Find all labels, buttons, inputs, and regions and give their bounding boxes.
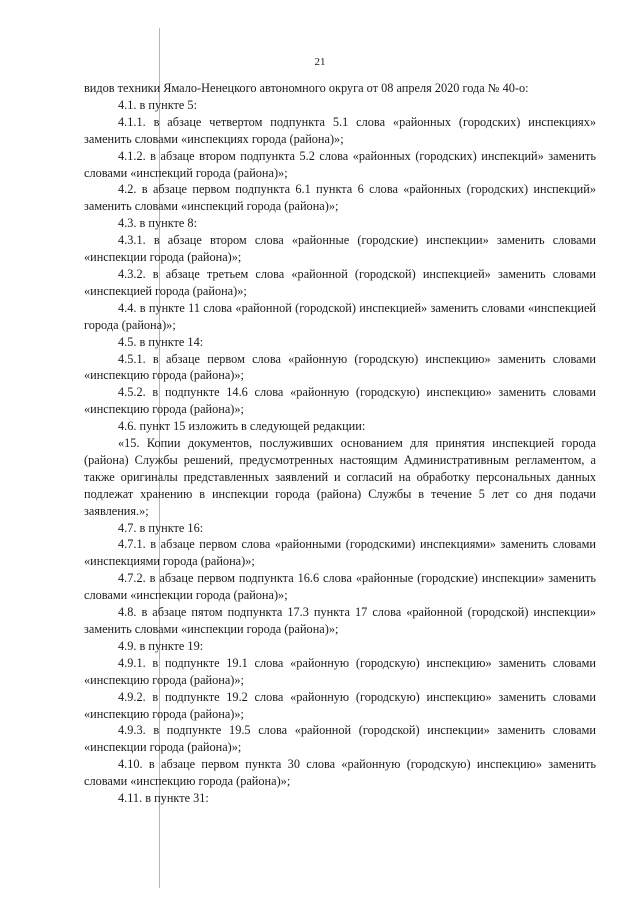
paragraph: 4.9.3. в подпункте 19.5 слова «районной (городской) инспекции» заменить словами «инспекции города (района)»;	[84, 723, 596, 755]
paragraph: 4.1. в пункте 5:	[118, 97, 197, 112]
paragraph: 4.7.1. в абзаце первом слова «районными (городскими) инспекциями» заменить словами «инспекциями города (района)»;	[84, 537, 596, 569]
paragraph: 4.5.1. в абзаце первом слова «районную (городскую) инспекцию» заменить словами «инспекцию города (района)»;	[84, 351, 596, 383]
paragraph: 4.11. в пункте 31:	[118, 791, 209, 806]
paragraph: 4.1.2. в абзаце втором подпункта 5.2 слова «районных (городских) инспекций» заменить словами «инспекций города (района)»;	[84, 148, 596, 180]
paragraph: 4.6. пункт 15 изложить в следующей редакции:	[118, 419, 366, 434]
paragraph: 4.10. в абзаце первом пункта 30 слова «районную (городскую) инспекцию» заменить словами «инспекцию города (района)»;	[84, 757, 596, 789]
paragraph: видов техники Ямало-Ненецкого автономного округа от 08 апреля 2020 года № 40-о:	[84, 81, 529, 95]
paragraph: 4.7. в пункте 16:	[118, 520, 204, 535]
paragraph: 4.2. в абзаце первом подпункта 6.1 пункта 6 слова «районных (городских) инспекций» заменить словами «инспекций города (района)»;	[84, 182, 596, 214]
paragraph: 4.9.2. в подпункте 19.2 слова «районную (городскую) инспекцию» заменить словами «инспекцию города (района)»;	[84, 689, 596, 721]
paragraph: 4.5. в пункте 14:	[118, 334, 204, 349]
paragraph: 4.4. в пункте 11 слова «районной (городской) инспекцией» заменить словами «инспекцией города (района)»;	[84, 300, 596, 332]
paragraph: 4.9. в пункте 19:	[118, 638, 204, 653]
paragraph: 4.3. в пункте 8:	[118, 216, 197, 231]
paragraph: 4.9.1. в подпункте 19.1 слова «районную (городскую) инспекцию» заменить словами «инспекцию города (района)»;	[84, 655, 596, 687]
paragraph: 4.1.1. в абзаце четвертом подпункта 5.1 слова «районных (городских) инспекциях» заменить словами «инспекциях города (района)»;	[84, 114, 596, 146]
paragraph: 4.3.1. в абзаце втором слова «районные (городские) инспекции» заменить словами «инспекции города (района)»;	[84, 233, 596, 265]
document-body	[84, 80, 596, 807]
paragraph: 4.8. в абзаце пятом подпункта 17.3 пункта 17 слова «районной (городской) инспекции» заменить словами «инспекции города (района)»;	[84, 605, 596, 636]
paragraph: 4.7.2. в абзаце первом подпункта 16.6 слова «районные (городские) инспекции» заменить словами «инспекции города (района)»;	[84, 571, 596, 603]
paragraph: «15. Копии документов, послуживших основанием для принятия инспекцией города (района) Службы решений, предусмотренных настоящим Административным регламентом, а также оригиналы представленных заявлений и согласий на обработку персональных данных подлежат хранению в инспекции города (района) Службы в течение 5 лет со дня подачи заявления.»;	[84, 436, 596, 518]
paragraph: 4.3.2. в абзаце третьем слова «районной (городской) инспекцией» заменить словами «инспекцией города (района)»;	[84, 266, 596, 298]
page-number: 21	[314, 56, 326, 68]
paragraph: 4.5.2. в подпункте 14.6 слова «районную (городскую) инспекцию» заменить словами «инспекцию города (района)»;	[84, 385, 596, 417]
